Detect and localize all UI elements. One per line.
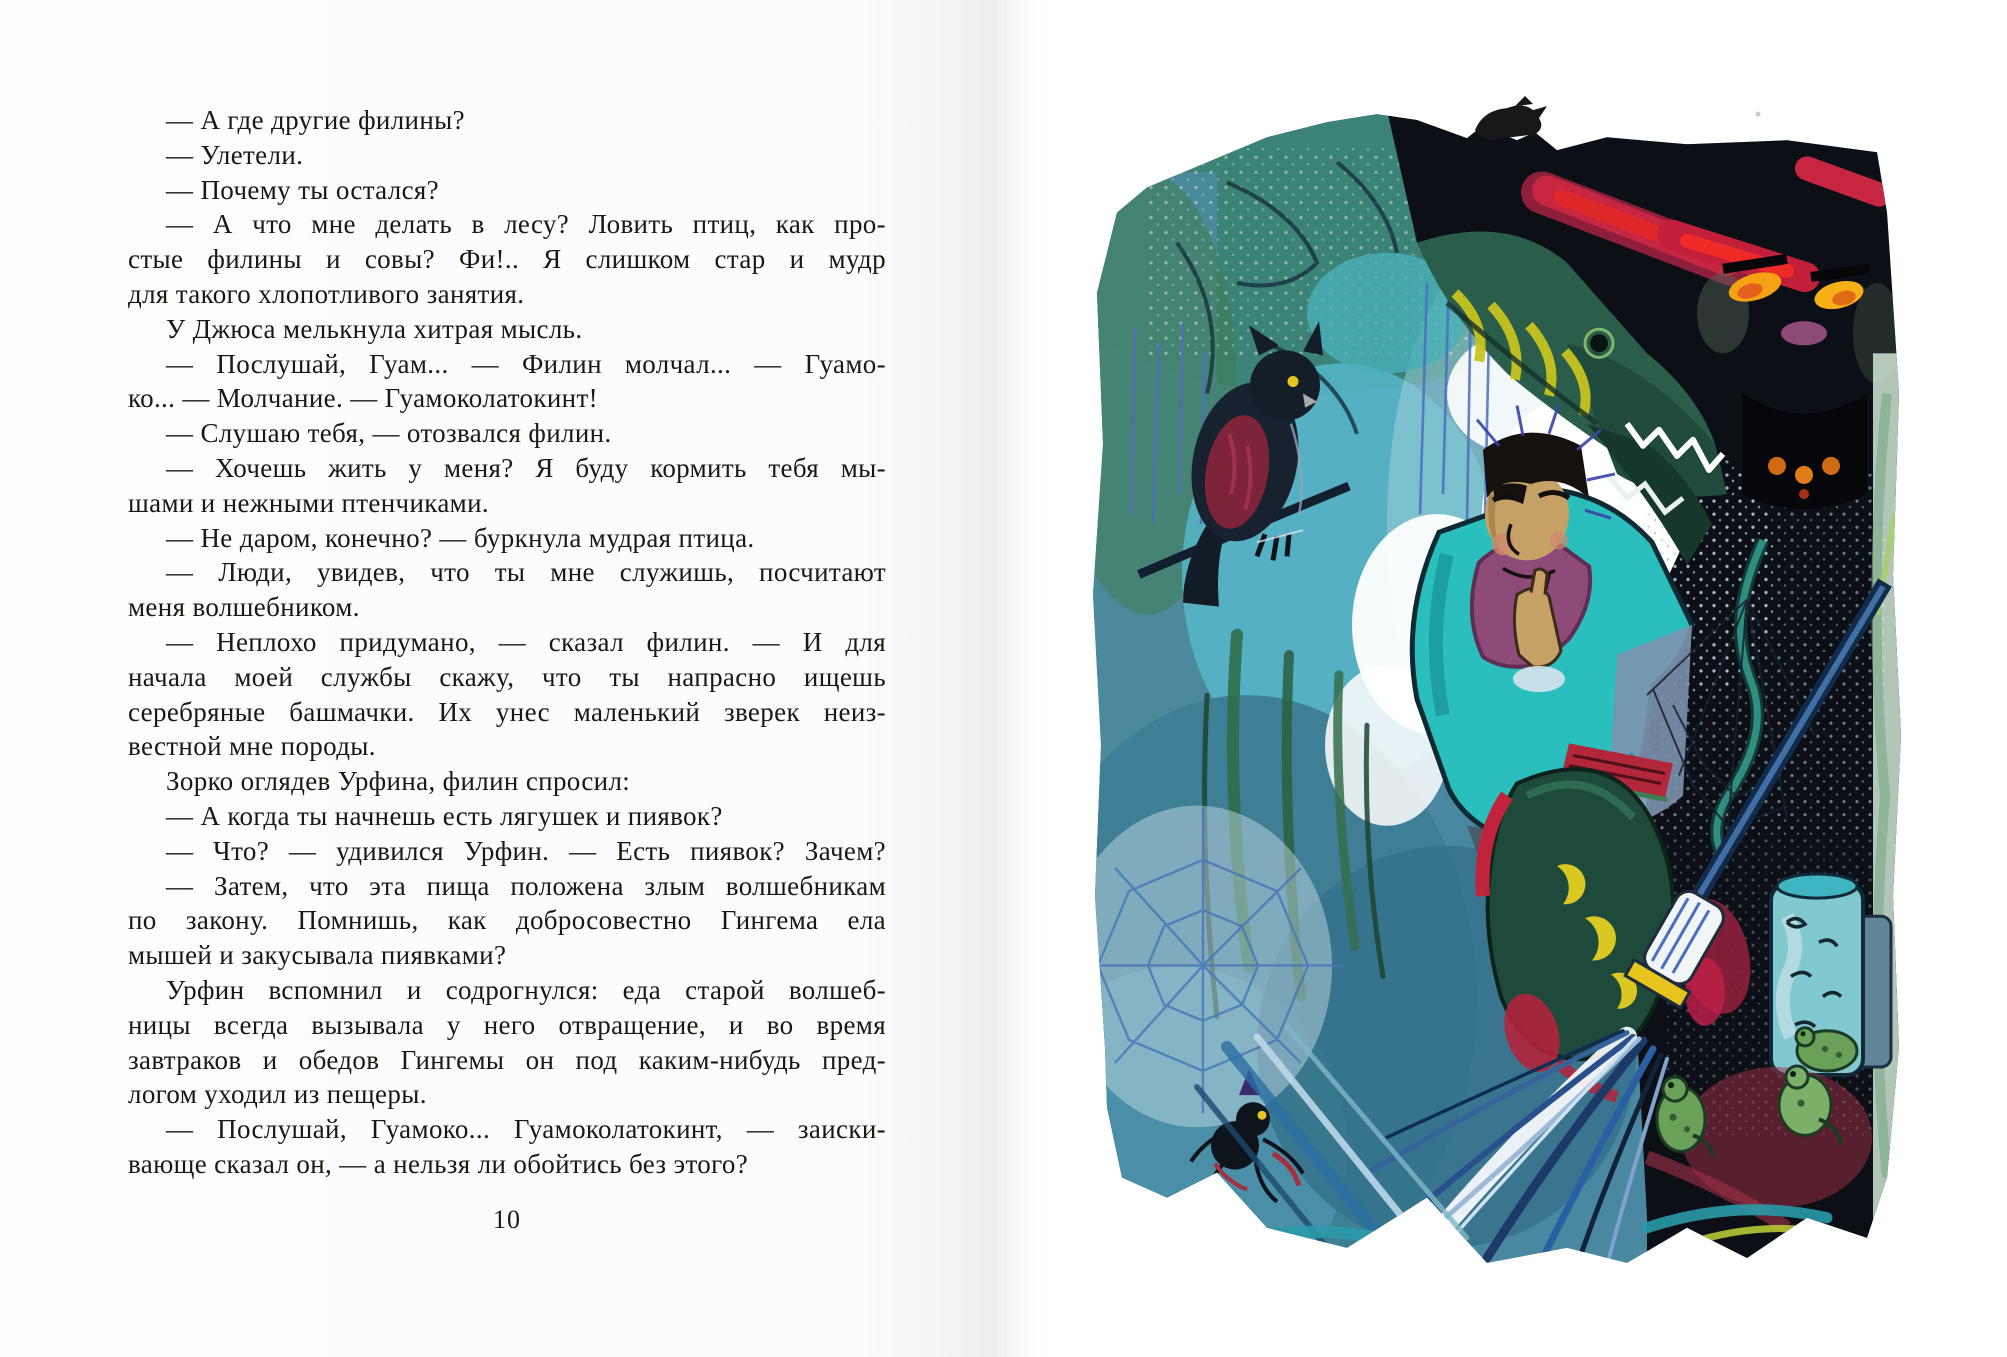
text-line: — Что? — удивился Урфин. — Есть пиявок? Зачем?: [166, 835, 886, 866]
text-line: — Люди, увидев, что ты мне служишь, посчитают: [166, 557, 886, 588]
text-line: логом уходил из пещеры.: [128, 1079, 427, 1110]
text-line: — Слушаю тебя, — отозвался филин.: [166, 418, 612, 449]
text-line: — Неплохо придумано, — сказал филин. — И для: [166, 626, 886, 657]
text-line: — Послушай, Гуам... — Филин молчал... — Гуамо-: [166, 348, 886, 379]
text-line: У Джюса мелькнула хитрая мысль.: [166, 313, 583, 344]
text-line: вестной мне породы.: [128, 731, 376, 762]
text-line: — А что мне делать в лесу? Ловить птиц, как про-: [166, 209, 886, 240]
text-line: ко... — Молчание. — Гуамоколатокинт!: [128, 383, 598, 414]
text-line: — А когда ты начнешь есть лягушек и пиявок?: [166, 800, 723, 831]
text-line: мышей и закусывала пиявками?: [128, 940, 507, 971]
text-line: — Затем, что эта пища положена злым волшебникам: [166, 870, 886, 901]
text-line: меня волшебником.: [128, 592, 360, 623]
text-line: — А где другие филины?: [166, 105, 465, 135]
text-line: шами и нежными птенчиками.: [128, 487, 490, 518]
illustration: [1087, 92, 1903, 1268]
paper-speck: [1756, 112, 1761, 117]
left-page: [0, 0, 1003, 1357]
text-line: — Хочешь жить у меня? Я буду кормить тебя мы-: [166, 452, 886, 483]
text-line: — Послушай, Гуамоко... Гуамоколатокинт, — заиски-: [166, 1114, 886, 1145]
right-edge-foliage: [1873, 353, 1903, 1238]
text-line: Урфин вспомнил и содрогнулся: еда старой волшеб-: [166, 974, 886, 1005]
text-line: для такого хлопотливого занятия.: [128, 278, 525, 309]
text-line: ницы всегда вызывала у него отвращение, и во время: [128, 1009, 886, 1040]
text-line: начала моей службы скажу, что ты напрасно ищешь: [128, 661, 886, 692]
page-gutter-shadow: [1003, 0, 1049, 1357]
text-line: серебряные башмачки. Их унес маленький зверек неиз-: [128, 696, 886, 727]
text-line: завтраков и обедов Гингемы он под каким-нибудь пред-: [128, 1044, 886, 1075]
text-line: — Улетели.: [166, 139, 304, 170]
text-line: — Не даром, конечно? — буркнула мудрая птица.: [166, 522, 755, 553]
spider-eye: [1258, 1111, 1267, 1120]
text-line: вающе сказал он, — а нельзя ли обойтись без этого?: [128, 1148, 749, 1179]
text-line: — Почему ты остался?: [166, 174, 440, 205]
idol-muzzle: [1781, 321, 1827, 345]
owl-eye: [1288, 376, 1299, 387]
text-line: по закону. Помнишь, как добросовестно Гингема ела: [128, 905, 886, 936]
page-number: 10: [493, 1205, 521, 1234]
text-line: Зорко оглядев Урфина, филин спросил:: [166, 766, 631, 797]
text-line: стые филины и совы? Фи!.. Я слишком стар и мудр: [128, 244, 886, 275]
text-column: [128, 103, 886, 1182]
